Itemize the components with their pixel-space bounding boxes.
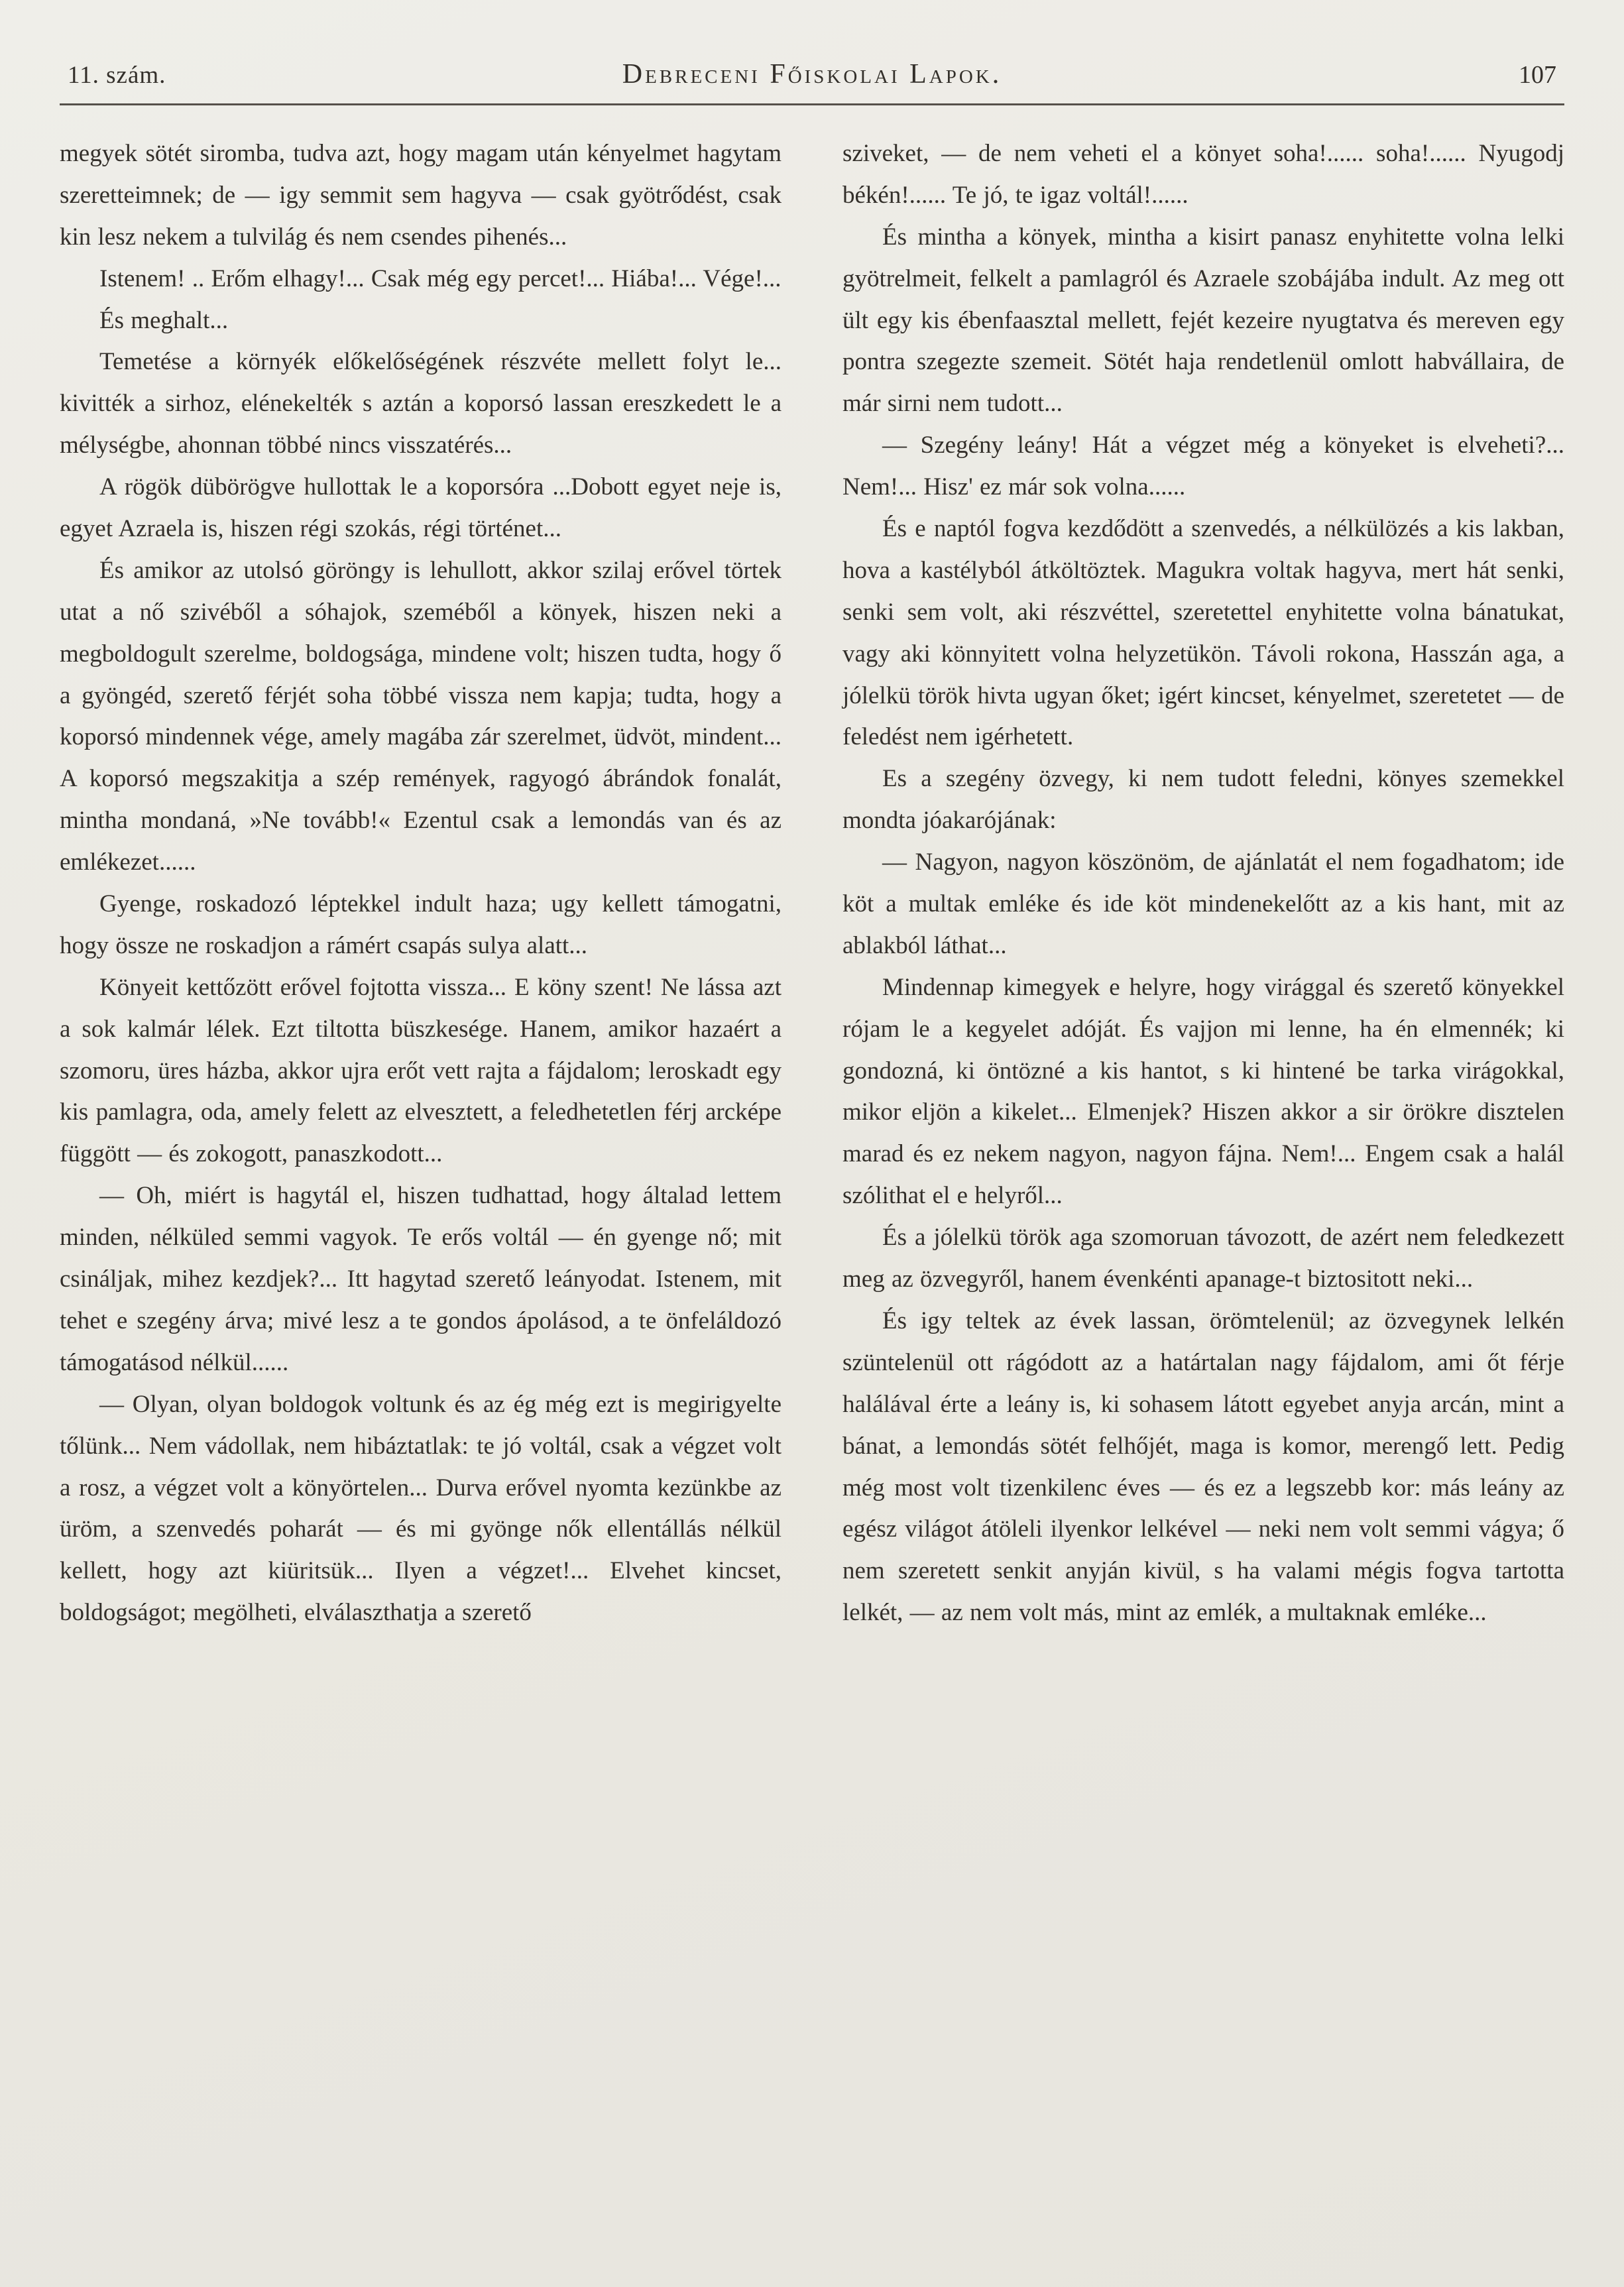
paragraph: És e naptól fogva kezdődött a szenvedés, a nélkülözés a kis lakban, hova a kastélyból átköltöztek. Magukra voltak hagyva, mert hát senki, senki sem volt, aki részvéttel, szeretettel enyhitette volna bánatukat, vagy aki könnyitett volna helyzetükön. Távoli rokona, Hasszán aga, a jólelkü török hivta ugyan őket; igért kincset, kényelmet, szeretetet — de feledést nem igérhetett. (842, 515, 1564, 751)
page-header (60, 46, 1564, 103)
header-rule (60, 103, 1564, 105)
paragraph: És amikor az utolsó göröngy is lehullott, akkor szilaj erővel törtek utat a nő szivéből a sóhajok, szeméből a könyek, hiszen neki a megboldogult szerelme, boldogsága, mindene volt; hiszen tudta, hogy ő a gyöngéd, szerető férjét soha többé vissza nem kapja; tudta, hogy a koporsó mindennek vége, amely magába zár szerelmet, üdvöt, mindent... A koporsó megszakitja a szép remények, ragyogó ábrándok fonalát, mintha mondaná, »Ne tovább!« Ezentul csak a lemondás van és az emlékezet...... (60, 556, 782, 876)
paragraph: — Szegény leány! Hát a végzet még a könyeket is elveheti?... Nem!... Hisz' ez már sok volna...... (842, 432, 1564, 501)
right-column (842, 133, 1564, 1634)
paragraph: Es a szegény özvegy, ki nem tudott feledni, könyes szemekkel mondta jóakarójának: (842, 765, 1564, 835)
left-column (60, 133, 782, 1634)
paragraph: És mintha a könyek, mintha a kisirt panasz enyhitette volna lelki gyötrelmeit, felkelt a pamlagról és Azraele szobájába indult. Az meg ott ült egy kis ébenfaasztal mellett, fejét kezeire nyugtatva és mereven egy pontra szegezte szemeit. Sötét haja rendetlenül omlott habvállaira, de már sirni nem tudott... (842, 223, 1564, 418)
paragraph: Mindennap kimegyek e helyre, hogy virággal és szerető könyekkel rójam le a kegyelet adóját. És vajjon mi lenne, ha én elmennék; ki gondozná, ki öntözné a kis hantot, s ki hintené be tarka virágokkal, mikor eljön a kikelet... Elmenjek? Hiszen akkor a sir örökre disztelen marad és ez nekem nagyon, nagyon fájna. Nem!... Engem csak a halál szólithat el e helyről... (842, 973, 1564, 1210)
paragraph: És igy teltek az évek lassan, örömtelenül; az özvegynek lelkén szüntelenül ott rágódott az a határtalan nagy fájdalom, ami őt férje halálával érte a leány is, ki sohasem látott egyebet anyja arcán, mint a bánat, a lemondás sötét felhőjét, maga is komor, merengő lett. Pedig még most volt tizenkilenc éves — és ez a legszebb kor: más leány az egész világot átöleli ilyenkor lelkével — neki nem volt semmi vágya; ő nem szeretett senkit anyján kivül, s ha valami mégis fogva tartotta lelkét, — az nem volt más, mint az emlék, a multaknak emléke... (842, 1307, 1564, 1627)
paragraph: — Oh, miért is hagytál el, hiszen tudhattad, hogy általad lettem minden, nélküled semmi vagyok. Te erős voltál — én gyenge nő; mit csináljak, mihez kezdjek?... Itt hagytad szerető leányodat. Istenem, mit tehet e szegény árva; mivé lesz a te gondos ápolásod, a te önfeláldozó támogatásod nélkül...... (60, 1182, 782, 1376)
paragraph: És meghalt... (99, 306, 229, 334)
paragraph: megyek sötét siromba, tudva azt, hogy magam után kényelmet hagytam szeretteimnek; de — igy semmit sem hagyva — csak gyötrődést, csak kin lesz nekem a tulvilág és nem csendes pihenés... (60, 140, 782, 251)
paragraph: És a jólelkü török aga szomoruan távozott, de azért nem feledkezett meg az özvegyről, hanem évenkénti apanage-t biztositott neki... (842, 1224, 1564, 1293)
publication-title: Debreceni Főiskolai Lapok. (622, 59, 1002, 89)
paragraph: A rögök dübörögve hullottak le a koporsóra ...Dobott egyet neje is, egyet Azraela is, hiszen régi szokás, régi történet... (60, 473, 782, 543)
paragraph: Könyeit kettőzött erővel fojtotta vissza... E köny szent! Ne lássa azt a sok kalmár lélek. Ezt tiltotta büszkesége. Hanem, amikor hazaért a szomoru, üres házba, akkor ujra erőt vett rajta a fájdalom; leroskadt egy kis pamlagra, oda, amely felett az elvesztett, a feledhetetlen férj arcképe függött — és zokogott, panaszkodott... (60, 973, 782, 1168)
paragraph: sziveket, — de nem veheti el a könyet soha!...... soha!...... Nyugodj békén!...... Te jó, te igaz voltál!...... (842, 140, 1564, 209)
article-body (60, 133, 1564, 1634)
page-number: 107 (1519, 61, 1556, 89)
paragraph: Gyenge, roskadozó léptekkel indult haza; ugy kellett támogatni, hogy össze ne roskadjon a rámért csapás sulya alatt... (60, 890, 782, 959)
paragraph: Temetése a környék előkelőségének részvéte mellett folyt le... kivitték a sirhoz, elénekelték s aztán a koporsó lassan ereszkedett le a mélységbe, ahonnan többé nincs visszatérés... (60, 348, 782, 459)
issue-number: 11. szám. (68, 62, 166, 89)
paragraph: Istenem! .. Erőm elhagy!... Csak még egy percet!... Hiába!... Vége!... (99, 264, 782, 292)
paragraph: — Olyan, olyan boldogok voltunk és az ég még ezt is megirigyelte tőlünk... Nem vádollak, nem hibáztatlak: te jó voltál, csak a végzet volt a rosz, a végzet volt a könyörtelen... Durva erővel nyomta kezünkbe az üröm, a szenvedés poharát — és mi gyönge nők ellentállás nélkül kellett, hogy azt kiüritsük... Ilyen a végzet!... Elvehet kincset, boldogságot; megölheti, elválaszthatja a szerető (60, 1390, 782, 1627)
paragraph: — Nagyon, nagyon köszönöm, de ajánlatát el nem fogadhatom; ide köt a multak emléke és ide köt mindenekelőtt az a kis hant, mit az ablakból láthat... (842, 849, 1564, 959)
